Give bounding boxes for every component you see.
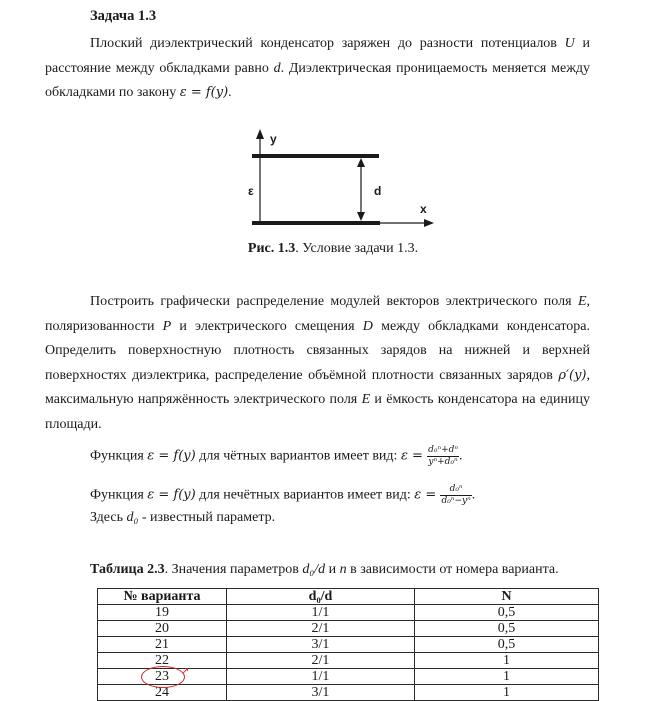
table-row-highlighted bbox=[98, 669, 599, 685]
even-prefix: Функция bbox=[90, 448, 148, 464]
intro-text-1: Плоский диэлектрический конденсатор заряжен до разности потенциалов bbox=[90, 36, 565, 51]
cell-n: 0,5 bbox=[415, 637, 599, 653]
var-e: E bbox=[577, 294, 587, 309]
odd-lhs: ε = bbox=[414, 487, 441, 503]
header-n: N bbox=[415, 589, 599, 605]
cell-ratio: 2/1 bbox=[227, 653, 415, 669]
odd-period: . bbox=[471, 487, 476, 503]
cell-n: 0,5 bbox=[415, 621, 599, 637]
task-paragraph bbox=[45, 290, 590, 437]
circled-variant bbox=[155, 666, 190, 684]
table-caption-text-a: . Значения параметров bbox=[164, 562, 303, 577]
cell-ratio: 2/1 bbox=[227, 621, 415, 637]
even-denominator: yⁿ+d₀ⁿ bbox=[428, 457, 458, 467]
note-prefix: Здесь bbox=[90, 510, 127, 525]
cell-variant: 19 bbox=[98, 605, 227, 621]
var-rho: ρ′(y) bbox=[558, 367, 587, 383]
top-plate bbox=[252, 154, 379, 158]
even-lhs: ε = bbox=[400, 448, 428, 464]
even-fraction bbox=[427, 445, 459, 468]
cell-variant: 21 bbox=[98, 637, 227, 653]
distance-arrow-down-icon bbox=[357, 212, 365, 221]
task-text-5: , максимальную напряжённость электрического поля bbox=[45, 367, 590, 407]
even-numerator: d₀ⁿ+dⁿ bbox=[428, 445, 459, 455]
var-d: d bbox=[273, 60, 281, 76]
task-text-2: , поляризованности bbox=[45, 294, 590, 334]
odd-text: для нечётных вариантов имеет вид: bbox=[195, 487, 415, 503]
var-D: D bbox=[362, 318, 373, 334]
intro-paragraph bbox=[45, 32, 590, 106]
variants-table bbox=[97, 588, 599, 701]
cell-variant bbox=[98, 666, 227, 685]
y-axis-arrow-icon bbox=[256, 129, 264, 139]
table-caption-number: Таблица 2.3 bbox=[90, 562, 165, 577]
distance-arrow-up-icon bbox=[357, 158, 365, 167]
header-variant: № варианта bbox=[98, 589, 227, 605]
table-caption-text-c: в зависимости от номера варианта. bbox=[346, 562, 559, 577]
epsilon-label: ε bbox=[248, 184, 254, 198]
cell-n: 1 bbox=[415, 653, 599, 669]
intro-end: . bbox=[228, 85, 232, 100]
even-text: для чётных вариантов имеет вид: bbox=[195, 448, 401, 464]
even-period: . bbox=[459, 448, 463, 464]
figure-caption-text: . Условие задачи 1.3. bbox=[295, 241, 419, 256]
table-caption bbox=[90, 562, 559, 578]
odd-prefix: Функция bbox=[90, 487, 148, 503]
table-caption-var1: d₀/d bbox=[302, 562, 326, 577]
odd-function-line bbox=[90, 484, 475, 507]
task-title: Задача 1.3 bbox=[90, 8, 157, 24]
circled-variant-number: 23 bbox=[155, 669, 169, 684]
figure-caption-number: Рис. 1.3 bbox=[247, 241, 296, 256]
odd-numerator: d₀ⁿ bbox=[440, 484, 471, 496]
distance-label: d bbox=[374, 184, 382, 198]
task-text-3: и электрического смещения bbox=[171, 318, 363, 334]
figure-caption bbox=[0, 241, 666, 257]
red-circle-annotation bbox=[141, 666, 185, 688]
table-caption-text-b: и bbox=[325, 562, 340, 577]
table-row bbox=[98, 685, 599, 701]
permittivity-law: ε = f(y) bbox=[179, 85, 229, 100]
table-header-row bbox=[98, 589, 599, 605]
cell-variant: 24 bbox=[98, 685, 227, 701]
task-text-4: между обкладками конденсатора. Определить поверхностную плотность связанных зарядов на нижней и верхней поверхностях диэлектрика, распределение объёмной плотности связанных зарядов bbox=[45, 318, 590, 383]
cell-ratio: 3/1 bbox=[227, 637, 415, 653]
cell-ratio: 1/1 bbox=[227, 605, 415, 621]
x-axis-arrow-icon bbox=[424, 219, 434, 227]
bottom-plate bbox=[252, 221, 380, 225]
cell-variant: 20 bbox=[98, 621, 227, 637]
odd-denominator: d₀ⁿ−yⁿ bbox=[441, 496, 471, 506]
cell-ratio: 1/1 bbox=[227, 669, 415, 685]
cell-ratio: 3/1 bbox=[227, 685, 415, 701]
intro-text-3: . Диэлектрическая проницаемость меняется между обкладками по закону bbox=[45, 60, 590, 100]
note-suffix: - известный параметр. bbox=[138, 510, 276, 525]
y-axis-label: y bbox=[270, 132, 277, 146]
x-axis-label: x bbox=[420, 202, 427, 216]
table-row bbox=[98, 605, 599, 621]
var-e-2: E bbox=[361, 392, 371, 407]
task-text-6: и ёмкость конденсатора на единицу площади. bbox=[45, 392, 590, 432]
header-ratio: d₀/d bbox=[227, 589, 415, 605]
odd-fraction bbox=[440, 484, 471, 507]
cell-n: 1 bbox=[415, 685, 599, 701]
even-function-line bbox=[90, 445, 463, 468]
capacitor-diagram bbox=[240, 125, 440, 235]
table-row bbox=[98, 653, 599, 669]
odd-law: ε = f(y) bbox=[147, 487, 196, 503]
table-row bbox=[98, 637, 599, 653]
cell-n: 1 bbox=[415, 669, 599, 685]
table-caption-var2: n bbox=[339, 562, 347, 577]
intro-text-2: и расстояние между обкладками равно bbox=[45, 36, 590, 76]
var-p: P bbox=[162, 318, 172, 334]
cell-variant: 22 bbox=[98, 653, 227, 669]
cell-n: 0,5 bbox=[415, 605, 599, 621]
note-var: d₀ bbox=[126, 510, 139, 525]
even-law: ε = f(y) bbox=[147, 448, 196, 464]
task-text-1: Построить графически распределение модулей векторов электрического поля bbox=[90, 294, 578, 309]
var-u: U bbox=[564, 36, 575, 51]
table-row bbox=[98, 621, 599, 637]
red-tick-icon: ↗ bbox=[181, 666, 190, 677]
parameter-note bbox=[90, 510, 275, 526]
